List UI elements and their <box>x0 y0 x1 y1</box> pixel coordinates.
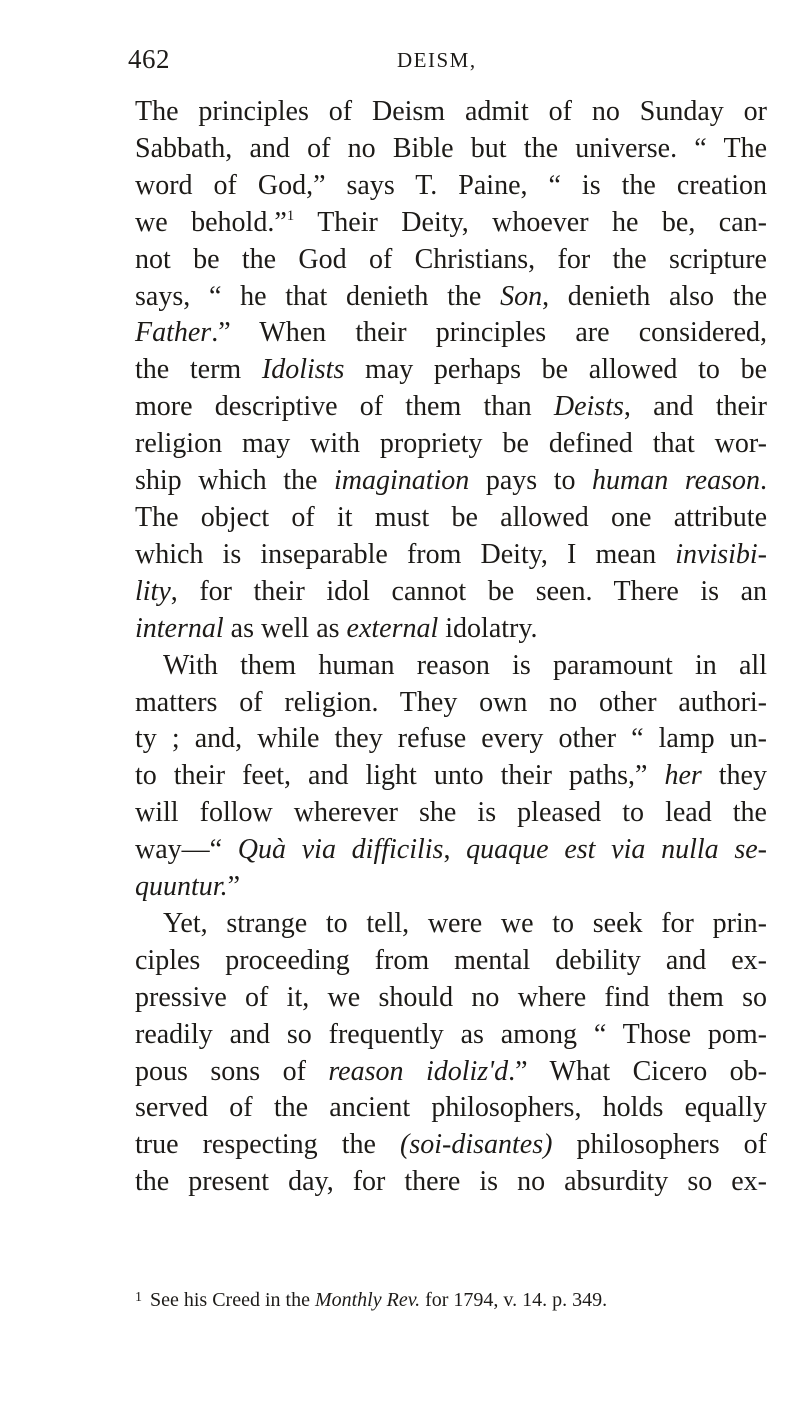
italic-text: reason idoliz'd <box>328 1055 509 1087</box>
text-line <box>135 500 767 537</box>
text-line <box>135 168 767 205</box>
page-number: 462 <box>128 44 170 74</box>
text-line <box>135 648 767 685</box>
text-segment: The principles of Deism admit of no Sunday or <box>135 96 767 127</box>
text-segment: may perhaps be allowed to be <box>344 354 767 386</box>
text-line <box>135 980 767 1017</box>
text-segment: idolatry. <box>438 612 538 644</box>
italic-text: invisibi- <box>675 538 767 570</box>
text-segment: ciples proceeding from mental debility and ex- <box>135 944 767 976</box>
text-segment: not be the God of Christians, for the scripture <box>135 243 767 275</box>
footnote <box>135 1289 775 1312</box>
footnote-journal: Monthly Rev. <box>314 1289 421 1311</box>
italic-text: quaque est via nulla se- <box>466 834 767 866</box>
text-segment: philosophers of <box>552 1129 767 1161</box>
text-segment: the term <box>135 354 262 386</box>
italic-text: internal <box>135 612 224 644</box>
italic-text: lity <box>135 575 171 607</box>
footnote-reference: 1 <box>286 207 295 224</box>
text-segment: The object of it must be allowed one attribute <box>135 501 767 533</box>
text-line <box>135 869 767 906</box>
text-segment: the present day, for there is no absurdity so ex- <box>135 1166 767 1198</box>
text-line <box>135 352 767 389</box>
text-segment: , for their idol cannot be seen. There is an <box>170 575 767 607</box>
text-segment: Their Deity, whoever he be, can- <box>294 206 767 238</box>
text-segment: which is inseparable from Deity, I mean <box>135 538 676 570</box>
italic-text: Father <box>135 317 212 349</box>
text-segment: will follow wherever she is pleased to lead the <box>135 797 767 829</box>
text-segment: .” What Cicero ob- <box>508 1055 767 1087</box>
text-line <box>135 1127 767 1164</box>
text-line <box>135 389 767 426</box>
italic-text: quuntur. <box>135 871 228 903</box>
text-segment: more descriptive of them than <box>135 391 554 423</box>
text-segment: says, “ he that denieth the <box>135 280 501 312</box>
italic-text: Idolists <box>261 354 345 386</box>
footnote-marker: 1 <box>135 1290 142 1305</box>
text-line <box>135 279 767 316</box>
text-line <box>135 685 767 722</box>
italic-text: Quà via difficilis <box>237 834 444 866</box>
italic-text: human reason <box>592 465 760 497</box>
text-segment: .” When their principles are considered, <box>211 317 767 349</box>
italic-text: (soi-disantes) <box>400 1129 553 1161</box>
text-line <box>135 1164 767 1201</box>
text-segment: as well as <box>223 612 347 644</box>
text-segment: they <box>701 760 767 792</box>
text-line <box>135 315 767 352</box>
text-segment: , <box>443 834 467 866</box>
text-segment: way—“ <box>135 834 238 866</box>
italic-text: Deists <box>553 391 624 423</box>
body-text <box>135 94 767 1201</box>
text-line <box>135 131 767 168</box>
text-segment: to their feet, and light unto their paths,” <box>135 760 665 792</box>
text-line <box>135 205 767 242</box>
text-line <box>135 1017 767 1054</box>
text-segment: , and their <box>623 391 768 423</box>
text-line <box>135 242 767 279</box>
text-line <box>135 611 767 648</box>
text-line <box>135 795 767 832</box>
text-line <box>135 426 767 463</box>
running-head: DEISM, <box>397 48 477 72</box>
text-segment: Sabbath, and of no Bible but the universe. “ The <box>135 132 767 164</box>
text-line <box>135 906 767 943</box>
text-line <box>135 463 767 500</box>
footnote-text-before: See his Creed in the <box>150 1289 315 1311</box>
text-segment: . <box>760 465 767 497</box>
text-line <box>135 943 767 980</box>
text-segment: matters of religion. They own no other authori- <box>135 686 767 718</box>
text-segment: ” <box>227 871 241 903</box>
text-segment: pous sons of <box>135 1055 329 1087</box>
text-line <box>135 832 767 869</box>
text-segment: word of God,” says T. Paine, “ is the creation <box>135 169 767 201</box>
text-segment: true respecting the <box>135 1129 400 1161</box>
text-line <box>135 1054 767 1091</box>
text-line <box>135 537 767 574</box>
text-line <box>135 758 767 795</box>
text-segment: religion may with propriety be defined that wor- <box>135 428 767 460</box>
text-segment: Yet, strange to tell, were we to seek for prin- <box>163 907 767 939</box>
text-segment: served of the ancient philosophers, holds equally <box>135 1092 767 1124</box>
text-line <box>135 1090 767 1127</box>
italic-text: imagination <box>333 465 470 497</box>
text-segment: ship which the <box>135 465 334 497</box>
page-header <box>128 44 768 84</box>
text-segment: , denieth also the <box>542 280 767 312</box>
text-line <box>135 574 767 611</box>
text-segment: With them human reason is paramount in all <box>163 649 767 681</box>
italic-text: Son <box>500 280 543 312</box>
text-line <box>135 721 767 758</box>
text-segment: we behold.” <box>135 206 287 238</box>
italic-text: her <box>664 760 702 792</box>
italic-text: external <box>346 612 439 644</box>
text-segment: readily and so frequently as among “ Those pom- <box>135 1018 767 1050</box>
text-segment: pressive of it, we should no where find them so <box>135 981 767 1013</box>
text-segment: pays to <box>469 465 593 497</box>
text-segment: ty ; and, while they refuse every other “ lamp un- <box>135 723 767 755</box>
footnote-text-after: for 1794, v. 14. p. 349. <box>420 1289 608 1311</box>
text-line <box>135 94 767 131</box>
